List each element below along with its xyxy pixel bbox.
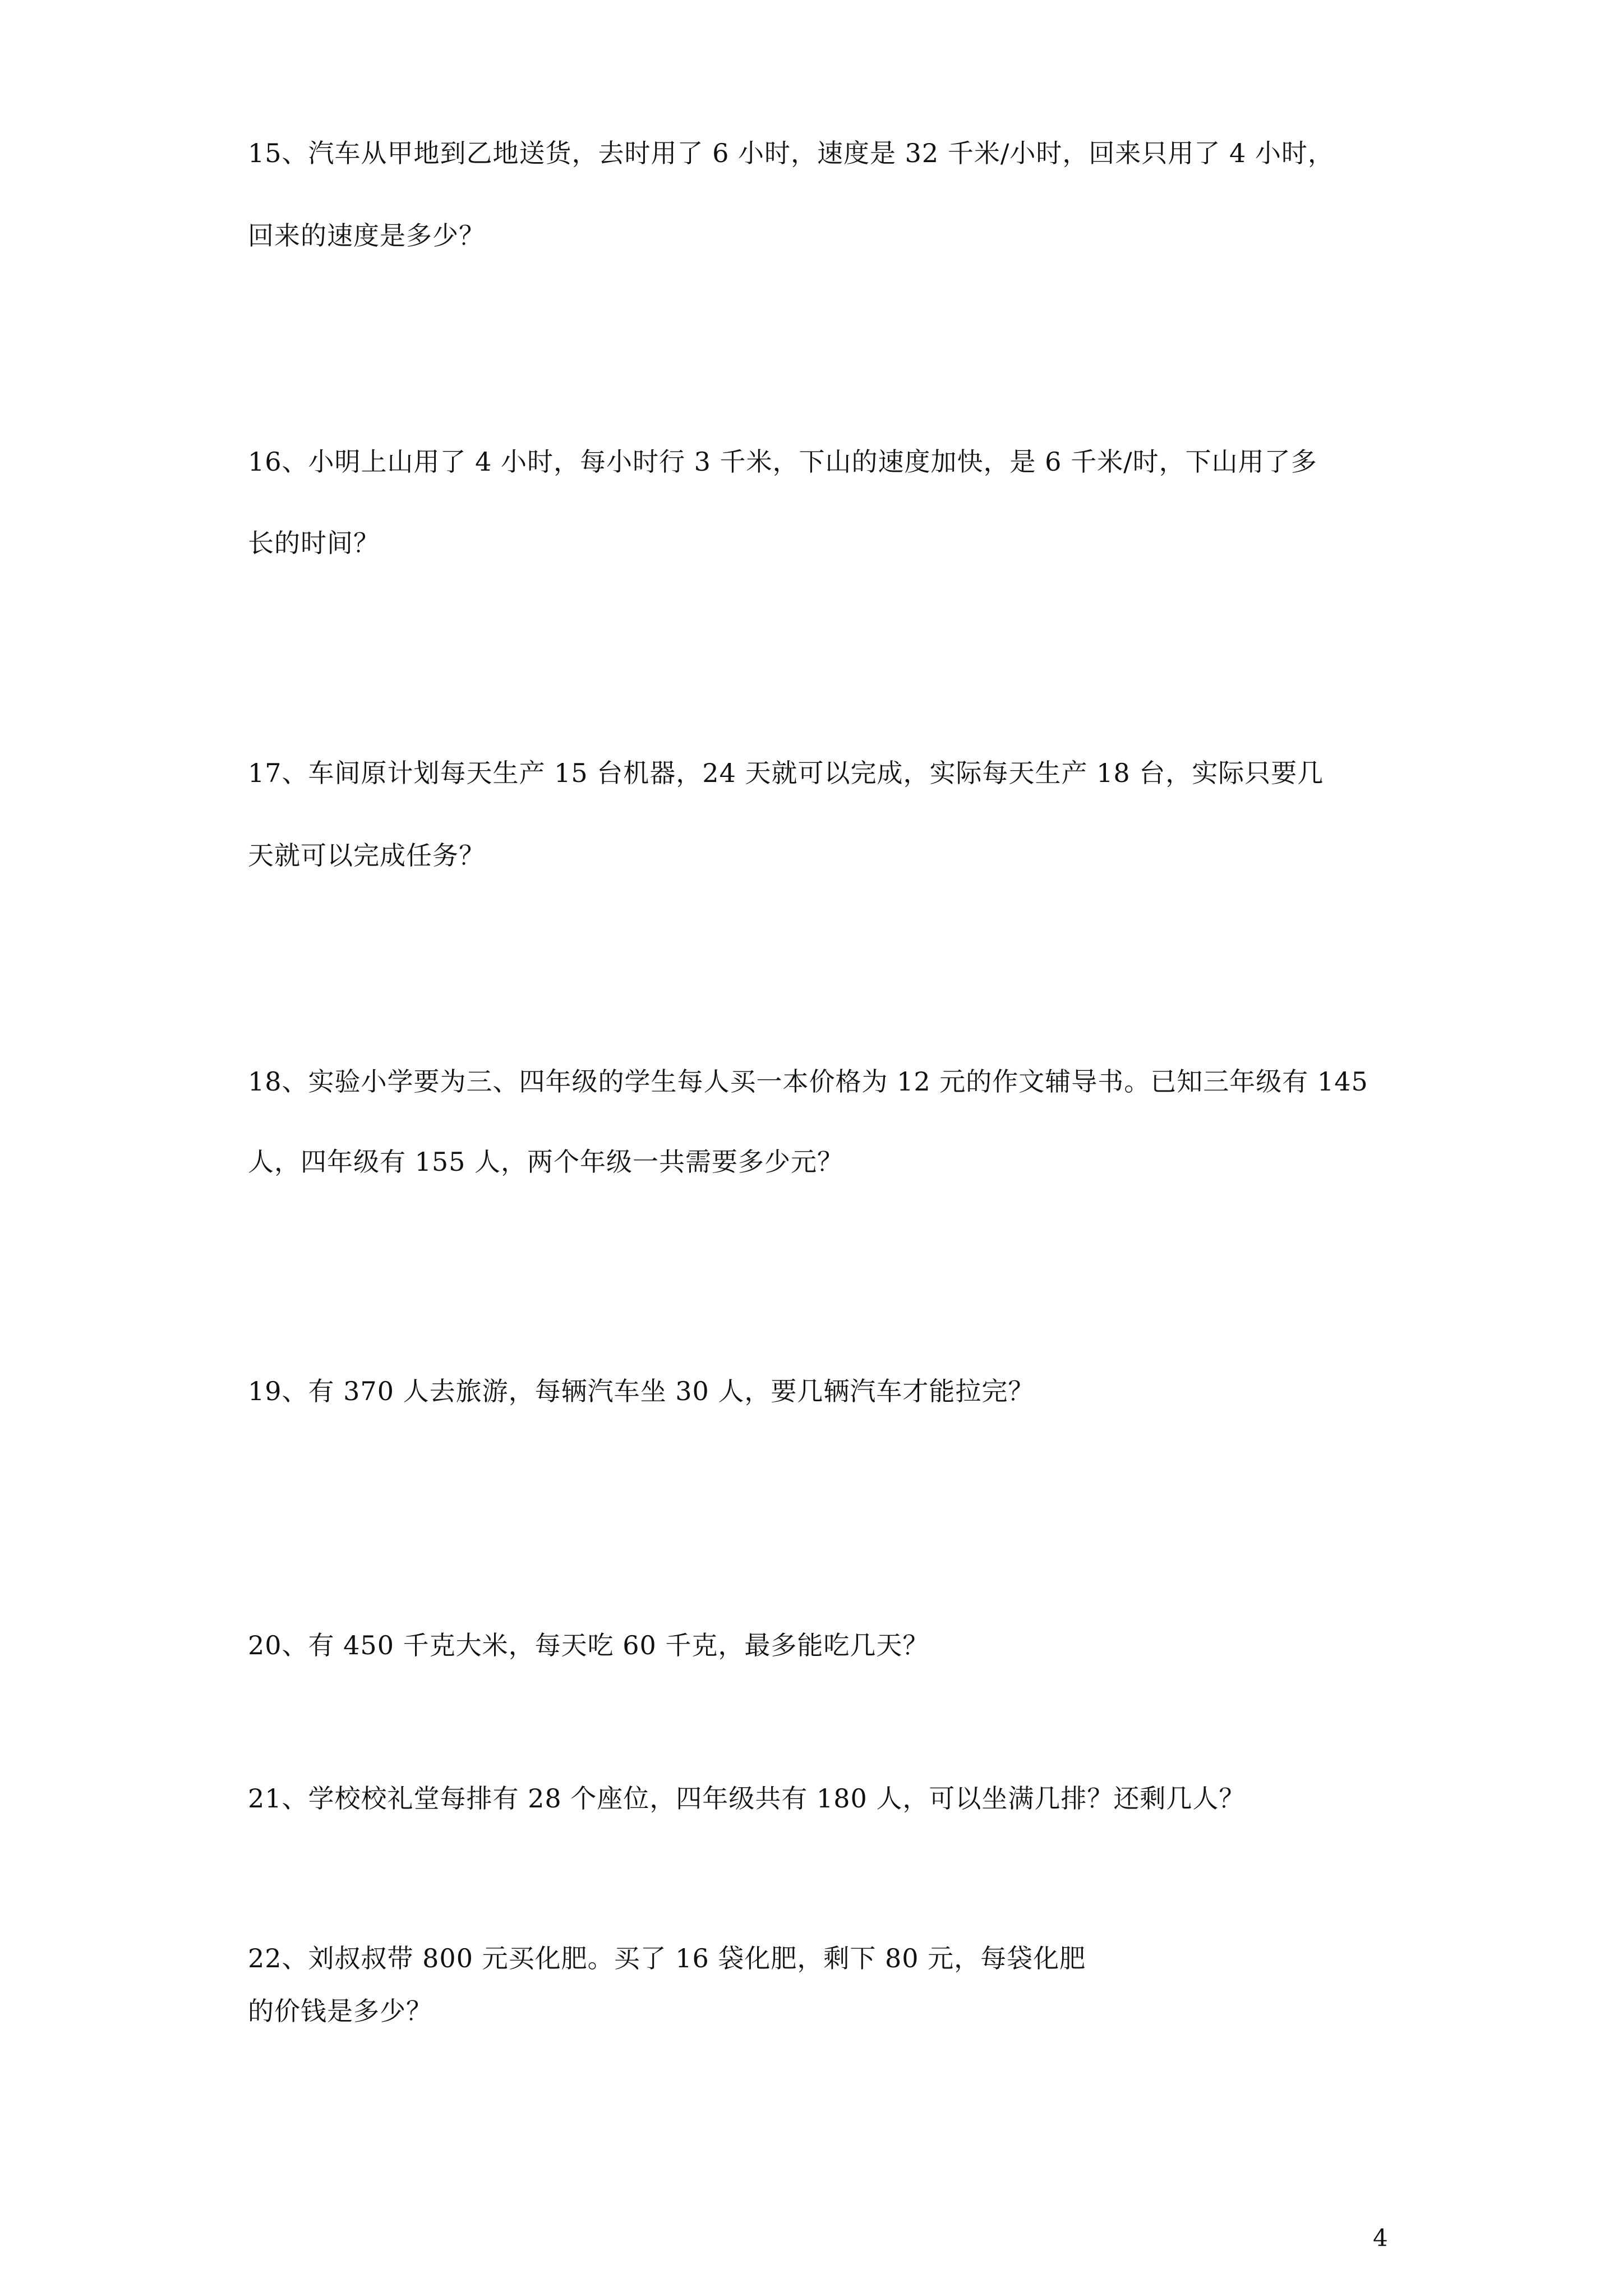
problem-18-line-2: 人，四年级有 155 人，两个年级一共需要多少元？ (248, 1147, 844, 1177)
problem-16-line-1: 16、小明上山用了 4 小时，每小时行 3 千米，下山的速度加快，是 6 千米/时，下山用了多 (248, 447, 1317, 477)
page-number: 4 (1373, 2224, 1388, 2252)
problem-22-line-1: 22、刘叔叔带 800 元买化肥。买了 16 袋化肥，剩下 80 元，每袋化肥 (248, 1943, 1086, 1973)
problem-16-line-2: 长的时间？ (248, 528, 380, 558)
problem-18-line-1: 18、实验小学要为三、四年级的学生每人买一本价格为 12 元的作文辅导书。已知三年级有 145 (248, 1066, 1368, 1097)
problem-17-line-2: 天就可以完成任务？ (248, 840, 485, 871)
problem-15-line-1: 15、汽车从甲地到乙地送货，去时用了 6 小时，速度是 32 千米/小时，回来只用了 4 小时， (248, 138, 1334, 168)
problem-15-line-2: 回来的速度是多少？ (248, 220, 485, 251)
problem-19-line-1: 19、有 370 人去旅游，每辆汽车坐 30 人，要几辆汽车才能拉完？ (248, 1376, 1035, 1406)
problem-17-line-1: 17、车间原计划每天生产 15 台机器，24 天就可以完成，实际每天生产 18 台，实际只要几 (248, 758, 1324, 788)
problem-20-line-1: 20、有 450 千克大米，每天吃 60 千克，最多能吃几天？ (248, 1630, 929, 1660)
problem-22-line-2: 的价钱是多少？ (248, 1996, 432, 2026)
problem-21-line-1: 21、学校校礼堂每排有 28 个座位，四年级共有 180 人，可以坐满几排？还剩几人？ (248, 1783, 1246, 1814)
